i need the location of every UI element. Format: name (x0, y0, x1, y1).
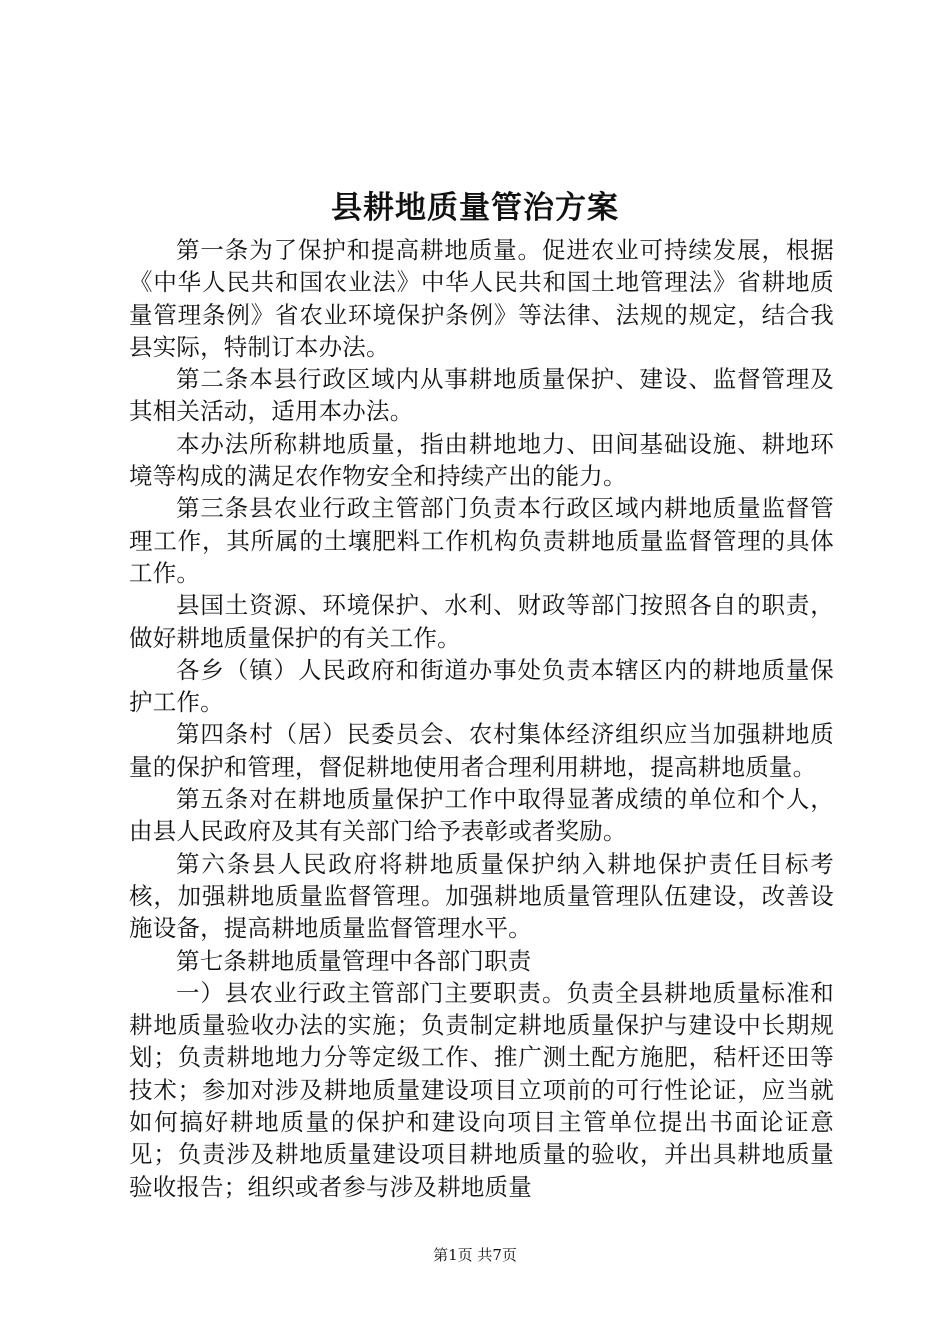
paragraph: 第七条耕地质量管理中各部门职责 (176, 946, 532, 975)
page-number-footer: 第1页 共7页 (433, 1246, 517, 1264)
paragraph: 一）县农业行政主管部门主要职责。负责全县耕地质量标准和耕地质量验收办法的实施；负责制定耕地质量保护与建设中长期规划；负责耕地地力分等定级工作、推广测土配方施肥，秸杆还田等技术；参加对涉及耕地质量建设项目立项前的可行性论证，应当就如何搞好耕地质量的保护和建设向项目主管单位提出书面论证意见；负责涉及耕地质量建设项目耕地质量的验收，并出具耕地质量验收报告；组织或者参与涉及耕地质量 (129, 978, 834, 1201)
paragraph: 县国土资源、环境保护、水利、财政等部门按照各自的职责，做好耕地质量保护的有关工作。 (129, 591, 834, 652)
paragraph: 本办法所称耕地质量，指由耕地地力、田间基础设施、耕地环境等构成的满足农作物安全和持续产出的能力。 (129, 429, 834, 491)
paragraph: 第六条县人民政府将耕地质量保护纳入耕地保护责任目标考核，加强耕地质量监督管理。加强耕地质量管理队伍建设，改善设施设备，提高耕地质量监督管理水平。 (129, 849, 834, 943)
paragraph: 第一条为了保护和提高耕地质量。促进农业可持续发展，根据《中华人民共和国农业法》中华人民共和国土地管理法》省耕地质量管理条例》省农业环境保护条例》等法律、法规的规定，结合我县实际，特制订本办法。 (129, 236, 834, 361)
paragraph: 第三条县农业行政主管部门负责本行政区域内耕地质量监督管理工作，其所属的土壤肥料工作机构负责耕地质量监督管理的具体工作。 (129, 494, 834, 587)
document-title: 县耕地质量管治方案 (331, 190, 619, 226)
paragraph: 第四条村（居）民委员会、农村集体经济组织应当加强耕地质量的保护和管理，督促耕地使用者合理利用耕地，提高耕地质量。 (129, 720, 834, 781)
paragraph: 第二条本县行政区域内从事耕地质量保护、建设、监督管理及其相关活动，适用本办法。 (129, 365, 834, 426)
document-body (129, 234, 834, 1203)
paragraph: 各乡（镇）人民政府和街道办事处负责本辖区内的耕地质量保护工作。 (129, 655, 834, 717)
paragraph: 第五条对在耕地质量保护工作中取得显著成绩的单位和个人，由县人民政府及其有关部门给予表彰或者奖励。 (129, 785, 834, 846)
